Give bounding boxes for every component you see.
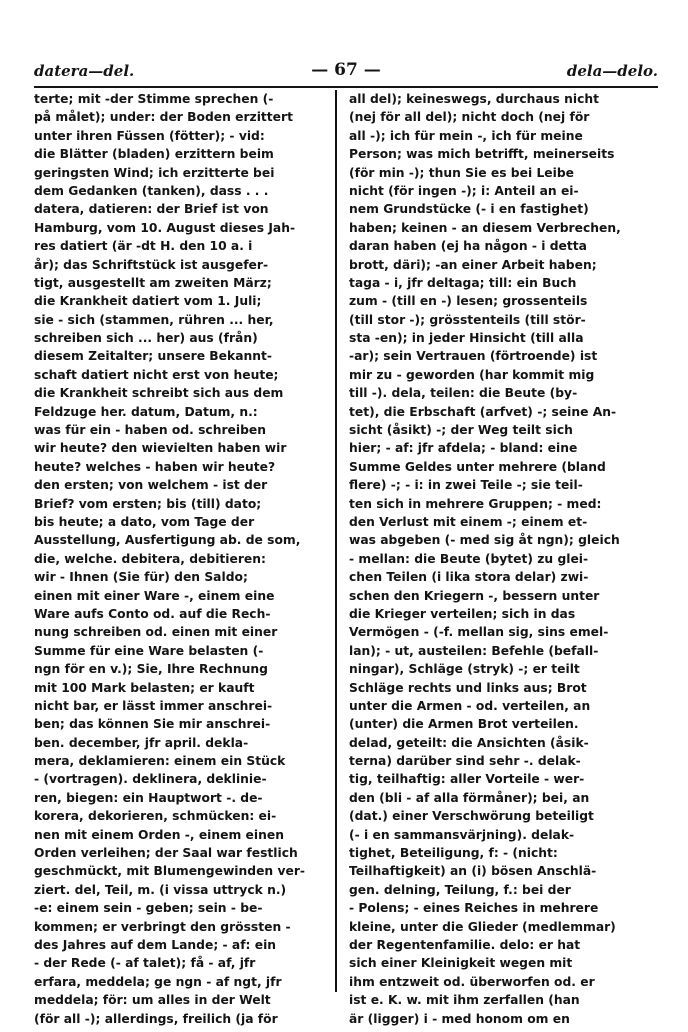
text-line: ist e. K. w. mit ihm zerfallen (han (349, 993, 580, 1008)
text-line: Summe Geldes unter mehrere (bland (349, 459, 606, 474)
text-line: kommen; er verbringt den grössten - (34, 919, 291, 934)
text-line: tigt, ausgestellt am zweiten März; (34, 275, 272, 290)
text-line: ihm entzweit od. überworfen od. er (349, 974, 595, 989)
text-line: korera, dekorieren, schmücken: ei- (34, 809, 277, 824)
text-line: (för min -); thun Sie es bei Leibe (349, 165, 574, 180)
text-line: den ersten; von welchem - ist der (34, 478, 268, 493)
text-line: sich einer Kleinigkeit wegen mit (349, 956, 573, 971)
text-line: Ware aufs Conto od. auf die Rech- (34, 606, 271, 621)
text-line: brott, däri); -an einer Arbeit haben; (349, 257, 597, 272)
page-number: — 67 — (311, 60, 381, 80)
text-line: Schläge rechts und links aus; Brot (349, 680, 587, 695)
text-line: was für ein - haben od. schreiben (34, 423, 266, 438)
text-line: den Verlust mit einem -; einem et- (349, 514, 588, 529)
text-line: lan); - ut, austeilen: Befehle (befall- (349, 643, 599, 658)
text-line: Orden verleihen; der Saal war festlich (34, 846, 298, 861)
text-line: die Krankheit datiert vom 1. Juli; (34, 294, 262, 309)
text-line: nem Grundstücke (- i en fastighet) (349, 202, 589, 217)
text-line: ziert. del, Teil, m. (i vissa uttryck n.) (34, 882, 287, 897)
text-line: mir zu - geworden (har kommit mig (349, 367, 595, 382)
text-line: - mellan: die Beute (bytet) zu glei- (349, 551, 589, 566)
text-line: wir heute? den wievielten haben wir (34, 441, 287, 456)
text-line: terte; mit -der Stimme sprechen (- (34, 92, 274, 106)
text-line: einen mit einer Ware -, einem eine (34, 588, 275, 603)
text-line: mera, deklamieren: einem ein Stück (34, 754, 286, 769)
text-line: datera, datieren: der Brief ist von (34, 202, 269, 217)
text-line: heute? welches - haben wir heute? (34, 459, 276, 474)
text-line: all -); ich für mein -, ich für meine (349, 128, 583, 143)
text-line: år); das Schriftstück ist ausgefer- (34, 257, 269, 272)
text-line: erfara, meddela; ge ngn - af ngt, jfr (34, 974, 282, 989)
text-line: die Krankheit schreibt sich aus dem (34, 386, 284, 401)
text-line: dem Gedanken (tanken), dass . . . (34, 183, 269, 198)
text-line: till -). dela, teilen: die Beute (by- (349, 386, 578, 401)
text-line: unter ihren Füssen (fötter); - vid: (34, 128, 265, 143)
text-line: - Polens; - eines Reiches in mehrere (349, 901, 599, 916)
text-line: sicht (åsikt) -; der Weg teilt sich (349, 423, 573, 438)
header-right-guideword: dela—delo. (566, 62, 658, 80)
text-line: sta -en); in jeder Hinsicht (till alla (349, 331, 584, 346)
text-line: haben; keinen - an diesem Verbrechen, (349, 220, 621, 235)
text-line: terna) darüber sind sehr -. delak- (349, 754, 581, 769)
text-line: (nej för all del); nicht doch (nej för (349, 110, 590, 125)
text-line: Vermögen - (-f. mellan sig, sins emel- (349, 625, 609, 640)
text-line: - der Rede (- af talet); få - af, jfr (34, 956, 256, 971)
text-line: des Jahres auf dem Lande; - af: ein (34, 937, 277, 952)
text-line: hier; - af: jfr afdela; - bland: eine (349, 441, 578, 456)
text-line: chen Teilen (i lika stora delar) zwi- (349, 570, 589, 585)
text-line: sie - sich (stammen, rühren ... her, (34, 312, 274, 327)
text-line: Hamburg, vom 10. August dieses Jah- (34, 220, 296, 235)
text-line: ben. december, jfr april. dekla- (34, 735, 249, 750)
text-line: geschmückt, mit Blumengewinden ver- (34, 864, 305, 879)
text-line: (till stor -); grösstenteils (till stör- (349, 312, 586, 327)
text-line: die Krieger verteilen; sich in das (349, 606, 576, 621)
text-line: Feldzuge her. datum, Datum, n.: (34, 404, 258, 419)
header-rule (34, 86, 658, 88)
text-line: tig, teilhaftig: aller Vorteile - wer- (349, 772, 585, 787)
text-line: - (vortragen). deklinera, deklinie- (34, 772, 267, 787)
text-line: tet), die Erbschaft (arfvet) -; seine An- (349, 404, 617, 419)
text-line: schreiben sich ... her) aus (från) (34, 331, 258, 346)
text-line: die, welche. debitera, debitieren: (34, 551, 266, 566)
text-line: Summe für eine Ware belasten (- (34, 643, 264, 658)
text-line: daran haben (ej ha någon - i detta (349, 239, 587, 254)
text-line: was abgeben (- med sig åt ngn); gleich (349, 533, 620, 548)
text-line: res datiert (är -dt H. den 10 a. i (34, 239, 253, 254)
text-line: (unter) die Armen Brot verteilen. (349, 717, 579, 732)
text-line: geringsten Wind; ich erzitterte bei (34, 165, 275, 180)
right-column (349, 90, 639, 1028)
text-line: bis heute; a dato, vom Tage der (34, 514, 255, 529)
text-line: schaft datiert nicht erst von heute; (34, 367, 279, 382)
text-line: nen mit einem Orden -, einem einen (34, 827, 284, 842)
text-line: unter die Armen - od. verteilen, an (349, 698, 591, 713)
left-column (34, 90, 324, 1028)
text-line: -ar); sein Vertrauen (förtroende) ist (349, 349, 598, 364)
text-line: taga - i, jfr deltaga; till: ein Buch (349, 275, 577, 290)
text-line: på målet); under: der Boden erzittert (34, 110, 293, 125)
text-line: ngn för en v.); Sie, Ihre Rechnung (34, 662, 268, 677)
text-line: wir - Ihnen (Sie für) den Saldo; (34, 570, 248, 585)
text-line: delad, geteilt: die Ansichten (åsik- (349, 735, 589, 750)
text-line: nung schreiben od. einen mit einer (34, 625, 278, 640)
text-line: Brief? vom ersten; bis (till) dato; (34, 496, 262, 511)
text-line: flere) -; - i: in zwei Teile -; sie teil- (349, 478, 583, 493)
text-line: all del); keineswegs, durchaus nicht (349, 92, 599, 106)
text-line: nicht bar, er lässt immer anschrei- (34, 698, 273, 713)
text-line: die Blätter (bladen) erzittern beim (34, 147, 274, 162)
text-line: Teilhaftigkeit) an (i) bösen Anschlä- (349, 864, 597, 879)
text-line: ben; das können Sie mir anschrei- (34, 717, 271, 732)
text-line: schen den Kriegern -, bessern unter (349, 588, 600, 603)
text-line: diesem Zeitalter; unsere Bekannt- (34, 349, 272, 364)
text-line: (- i en sammansvärjning). delak- (349, 827, 575, 842)
text-line: ningar), Schläge (stryk) -; er teilt (349, 662, 580, 677)
text-line: mit 100 Mark belasten; er kauft (34, 680, 255, 695)
text-line: der Regentenfamilie. delo: er hat (349, 937, 581, 952)
text-line: -e: einem sein - geben; sein - be- (34, 901, 263, 916)
text-line: nicht (för ingen -); i: Anteil an ei- (349, 183, 579, 198)
text-line: ten sich in mehrere Gruppen; - med: (349, 496, 602, 511)
text-line: (dat.) einer Verschwörung beteiligt (349, 809, 594, 824)
column-divider (335, 90, 337, 992)
text-line: gen. delning, Teilung, f.: bei der (349, 882, 571, 897)
header-left-guideword: datera—del. (34, 62, 135, 80)
text-line: (för all -); allerdings, freilich (ja för (34, 1011, 278, 1026)
text-line: Ausstellung, Ausfertigung ab. de som, (34, 533, 301, 548)
text-line: zum - (till en -) lesen; grossenteils (349, 294, 588, 309)
text-line: är (ligger) i - med honom om en (349, 1011, 570, 1026)
text-line: ren, biegen: ein Hauptwort -. de- (34, 790, 263, 805)
text-line: Person; was mich betrifft, meinerseits (349, 147, 615, 162)
text-line: den (bli - af alla förmåner); bei, an (349, 790, 590, 805)
page-header (34, 60, 658, 84)
text-line: kleine, unter die Glieder (medlemmar) (349, 919, 616, 934)
text-line: tighet, Beteiligung, f: - (nicht: (349, 846, 558, 861)
text-line: meddela; för: um alles in der Welt (34, 993, 271, 1008)
